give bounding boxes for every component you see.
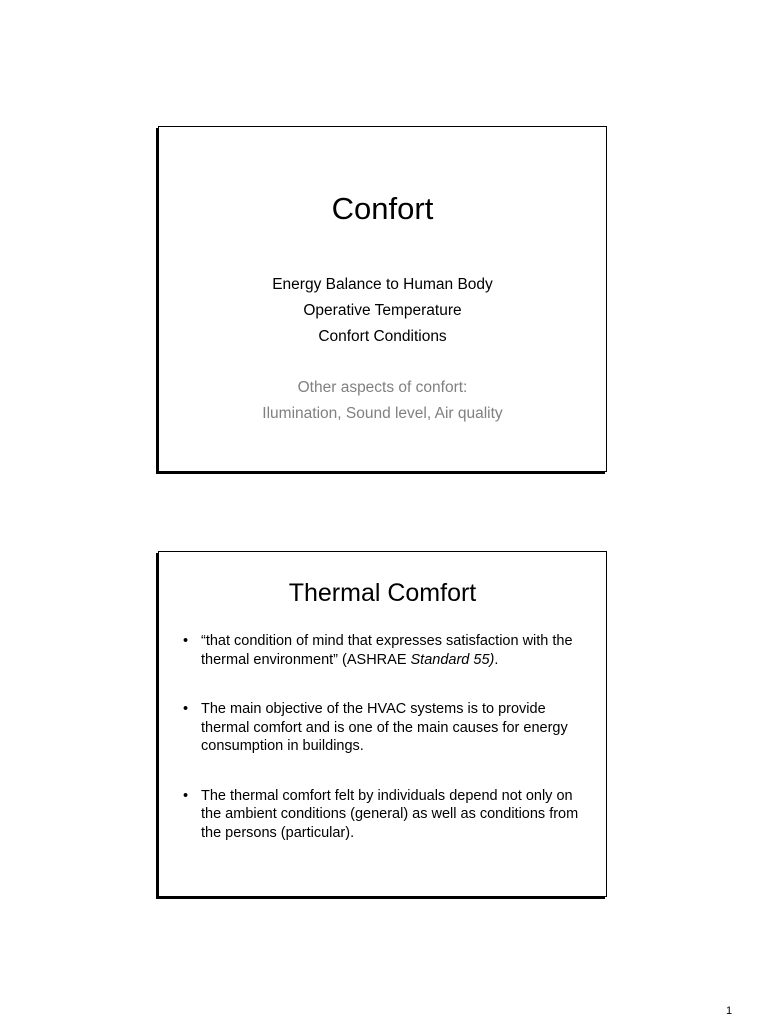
bullet-item	[183, 787, 583, 843]
standard-reference: Standard 55)	[410, 651, 495, 668]
bullet-item	[183, 700, 583, 756]
bullet-text-part: The main objective of the HVAC systems is to provide thermal comfort and is one of the main causes for energy consumption in buildings.	[201, 701, 572, 754]
bullet-text	[201, 633, 577, 668]
bullet-icon: •	[183, 787, 189, 804]
other-aspects-heading: Other aspects of confort:	[297, 379, 468, 396]
bullet-text	[201, 701, 572, 754]
page-number: 1	[726, 1005, 733, 1017]
bullet-text-part: The thermal comfort felt by individuals depend not only on the ambient conditions (general) as well as conditions from the persons (particular).	[201, 787, 583, 841]
slide-thermal-comfort	[158, 551, 607, 897]
slide-title: Confort	[331, 191, 434, 226]
slide-confort	[158, 126, 607, 472]
slide-title: Thermal Comfort	[288, 579, 477, 607]
other-aspects-list: Ilumination, Sound level, Air quality	[262, 405, 503, 422]
bullet-text-part: .	[494, 651, 499, 668]
topic-line: Confort Conditions	[318, 328, 447, 345]
topic-line: Energy Balance to Human Body	[272, 276, 493, 293]
topic-line: Operative Temperature	[303, 302, 462, 319]
bullet-icon: •	[183, 633, 189, 649]
bullet-icon: •	[183, 701, 189, 717]
other-aspects	[159, 375, 606, 427]
bullet-list	[183, 632, 583, 873]
bullet-item	[183, 632, 583, 669]
bullet-text	[201, 788, 582, 841]
topic-list	[159, 272, 606, 350]
bullet-text-part: “that condition of mind that expresses satisfaction with the thermal environment” (ASHRAE	[201, 633, 577, 668]
